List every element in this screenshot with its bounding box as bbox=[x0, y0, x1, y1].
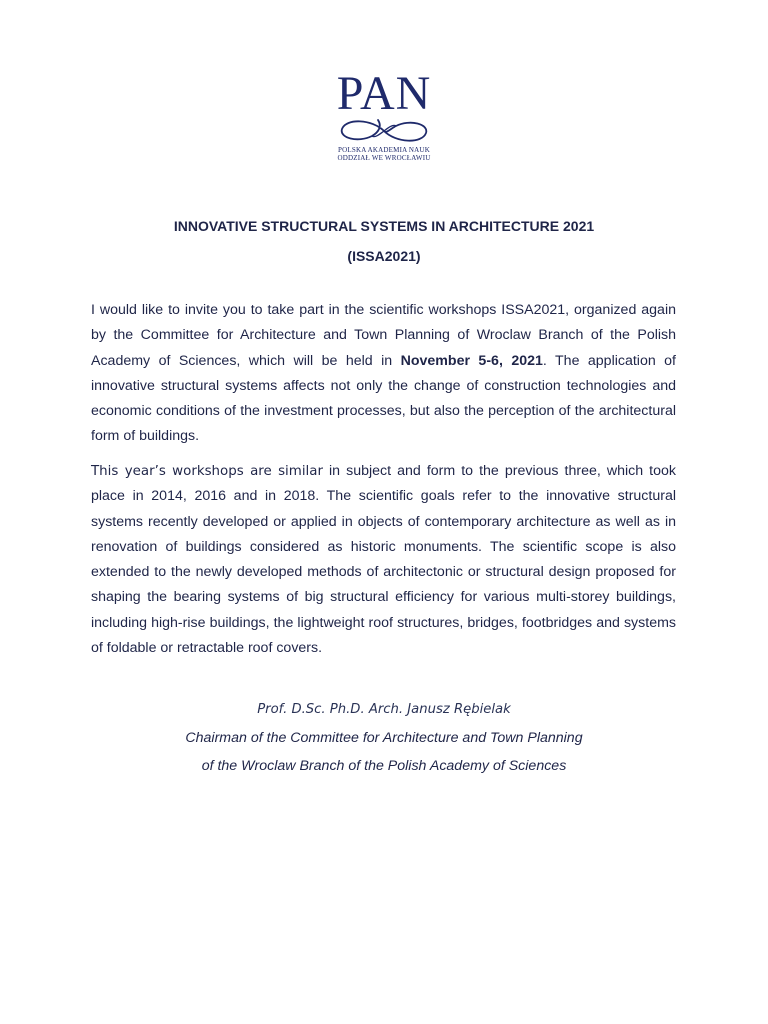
paragraph-scope-rest: in subject and form to the previous three, which took place in 2014, 2016 and in 2018. The scientific goals refer to the innovative structural systems recently developed or applied in objects of contemporary architecture as well as in renovation of buildings considered as historic monuments. The scientific scope is also extended to the newly developed methods of architectonic or structural design proposed for shaping the bearing systems of big structural efficiency for various multi-storey buildings, including high-rise buildings, the lightweight roof structures, bridges, footbridges and systems of foldable or retractable roof covers. bbox=[91, 463, 676, 657]
signatory-role-line2: of the Wroclaw Branch of the Polish Academy of Sciences bbox=[201, 758, 567, 774]
paragraph-scope-lead: This year’s workshops are similar bbox=[91, 464, 323, 479]
document-title: INNOVATIVE STRUCTURAL SYSTEMS IN ARCHITECTURE 2021 bbox=[173, 218, 595, 234]
infinity-swirl-icon bbox=[332, 116, 436, 146]
document-subtitle: (ISSA2021) bbox=[347, 248, 421, 264]
logo-subtitle-line2: ODDZIAŁ WE WROCŁAWIU bbox=[337, 154, 431, 162]
logo-mark: PAN bbox=[336, 67, 432, 120]
signatory-name: Prof. D.Sc. Ph.D. Arch. Janusz Rębielak bbox=[257, 702, 511, 717]
paragraph-invitation-end: . The application of innovative structural systems affects not only the change of construction technologies and economic conditions of the investment processes, but also the perception of the architectural form of buildings. bbox=[91, 352, 677, 445]
signatory-role-line1: Chairman of the Committee for Architecture and Town Planning bbox=[185, 730, 583, 746]
paragraph-invitation-start: I would like to invite you to take part in the scientific workshops ISSA2021, organized again by the Committee for Architecture and Town Planning of Wroclaw Branch of the Polish Academy of Sciences, which will be held in bbox=[91, 302, 676, 369]
logo-subtitle-line1: POLSKA AKADEMIA NAUK bbox=[338, 146, 430, 154]
event-date: November 5-6, 2021 bbox=[400, 352, 543, 369]
paragraph-invitation bbox=[91, 298, 676, 450]
paragraph-scope bbox=[91, 459, 676, 661]
pan-logo bbox=[326, 67, 442, 168]
